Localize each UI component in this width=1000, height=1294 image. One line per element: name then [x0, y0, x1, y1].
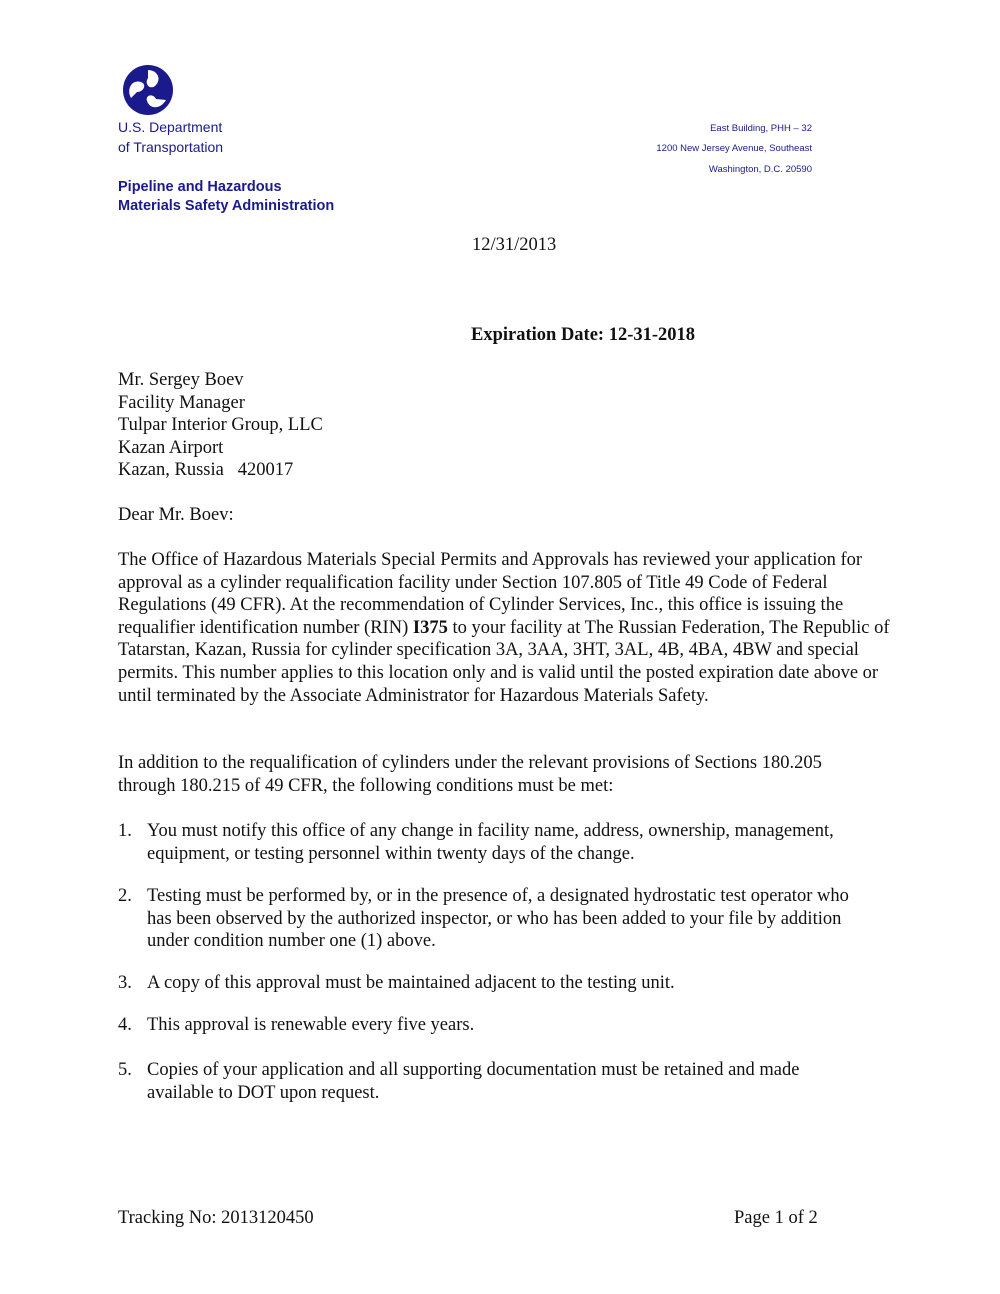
address-line-3: Washington, D.C. 20590: [708, 164, 812, 175]
department-line-1: U.S. Department: [118, 119, 223, 135]
condition-item-4: [118, 1014, 888, 1037]
recipient-company: Tulpar Interior Group, LLC: [118, 415, 323, 436]
condition-text: This approval is renewable every five years.: [147, 1015, 475, 1035]
condition-item-1: [118, 820, 888, 865]
body-paragraph-2: In addition to the requalification of cylinders under the relevant provisions of Sections 180.205 through 180.215 of 49 CFR, the following conditions must be met:: [118, 753, 822, 796]
tracking-number: Tracking No: 2013120450: [118, 1208, 314, 1228]
condition-number: 1.: [118, 821, 132, 841]
dot-logo-icon: [122, 64, 174, 116]
condition-text: A copy of this approval must be maintained adjacent to the testing unit.: [147, 973, 675, 993]
condition-item-3: [118, 972, 888, 995]
condition-number: 5.: [118, 1060, 132, 1080]
recipient-block: [118, 369, 323, 482]
address-line-1: East Building, PHH – 32: [710, 123, 812, 134]
department-line-2: of Transportation: [118, 139, 224, 155]
paragraph-1-part-b: to your facility at The Russian Federation, The Republic of Tatarstan, Kazan, Russia for cylinder specification 3A, 3AA, 3HT, 3AL, 4B, 4BA, 4BW and special permits. This number applies to this location only and is valid until the posted expiration date above or until terminated by the Associate Administrator for Hazardous Materials Safety.: [118, 617, 890, 706]
paragraph-1-part-a: The Office of Hazardous Materials Special Permits and Approvals has reviewed your application for approval as a cylinder requalification facility under Section 107.805 of Title 49 Code of Federal Regulations (49 CFR). At the recommendation of Cylinder Services, Inc., this office is issuing the requalifier identification number (RIN): [118, 550, 863, 638]
address-line-2: 1200 New Jersey Avenue, Southeast: [656, 143, 812, 154]
condition-item-2: [118, 885, 888, 953]
agency-line-1: Pipeline and Hazardous: [118, 179, 282, 195]
salutation: Dear Mr. Boev:: [118, 505, 234, 525]
rin-number: I375: [412, 617, 448, 638]
agency-line-2: Materials Safety Administration: [118, 198, 335, 214]
condition-item-5: [118, 1059, 888, 1104]
recipient-address-2: Kazan, Russia 420017: [118, 460, 294, 481]
recipient-name: Mr. Sergey Boev: [118, 370, 244, 390]
condition-text: Copies of your application and all supporting documentation must be retained and made available to DOT upon request.: [147, 1060, 800, 1103]
page-number: Page 1 of 2: [734, 1208, 818, 1228]
condition-number: 4.: [118, 1015, 132, 1035]
condition-number: 2.: [118, 886, 132, 906]
expiration-date: Expiration Date: 12-31-2018: [471, 325, 696, 345]
condition-text: You must notify this office of any change in facility name, address, ownership, management, equipment, or testing personnel within twenty days of the change.: [147, 821, 834, 864]
letter-date: 12/31/2013: [472, 235, 557, 255]
condition-number: 3.: [118, 973, 132, 993]
condition-text: Testing must be performed by, or in the presence of, a designated hydrostatic test operator who has been observed by the authorized inspector, or who has been added to your file by addition under condition number one (1) above.: [147, 886, 849, 952]
recipient-title: Facility Manager: [118, 392, 245, 413]
recipient-address-1: Kazan Airport: [118, 437, 224, 458]
body-paragraph-1: [118, 549, 898, 707]
